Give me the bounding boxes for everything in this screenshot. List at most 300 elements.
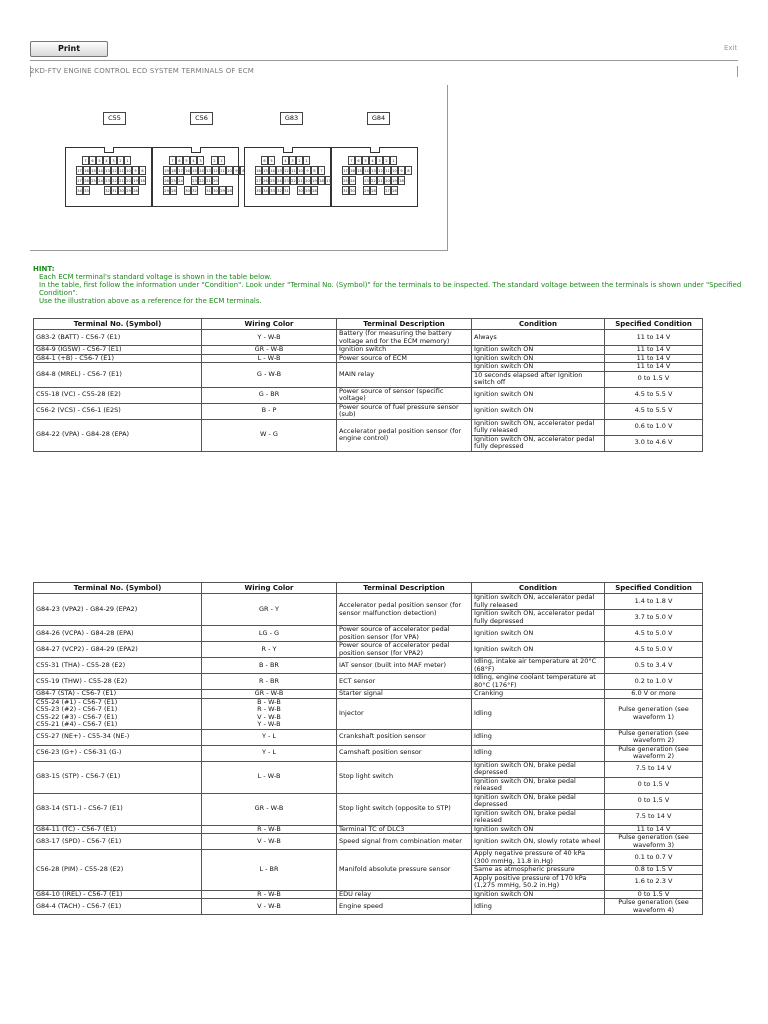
connector-pin: 30 [349,186,356,195]
header-terminal: Terminal No. (Symbol) [34,319,202,330]
connector-pin: 17 [342,166,349,175]
cell-specified-condition: 1.6 to 2.3 V [605,874,703,890]
cell-condition: Apply negative pressure of 40 kPa (300 mmHg, 11.8 in.Hg) [472,850,605,866]
cell-terminal: C55-24 (#1) - C56-7 (E1) C55-23 (#2) - C56-7 (E1) C55-22 (#3) - C56-7 (E1) C55-21 (#4) - C56-7 (E1) [34,698,202,729]
pin-row [163,176,219,185]
terminal-spec-table-1 [33,318,703,452]
cell-condition: Ignition switch ON, brake pedal depressed [472,793,605,809]
cell-condition: Idling [472,745,605,761]
header-description: Terminal Description [337,319,472,330]
connector-pin: 19 [163,166,170,175]
cell-wiring-color: L - W-B [202,354,337,363]
connector-pin: 25 [170,176,177,185]
cell-terminal: C56-2 (VCS) - C56-1 (E2S) [34,403,202,419]
connector-pin: 28 [370,186,377,195]
connector-pin: 31 [283,186,290,195]
connector-pin: 2 [211,156,218,165]
connector-pin: 28 [170,186,177,195]
table-row [34,793,703,809]
pin-row [342,166,412,175]
hint-line: Each ECM terminal's standard voltage is shown in the table below. [39,273,272,281]
connector-pin [204,156,211,165]
table-row [34,761,703,777]
cell-condition: Ignition switch ON, accelerator pedal fully released [472,419,605,435]
header-wiring-color: Wiring Color [202,319,337,330]
connector-pin: 15 [90,166,97,175]
connector-pin: 7 [318,166,325,175]
cell-condition: Cranking [472,690,605,699]
cell-condition: Ignition switch ON, accelerator pedal fully depressed [472,435,605,451]
cell-description: EDU relay [337,890,472,899]
cell-description: Camshaft position sensor [337,745,472,761]
cell-specified-condition: 11 to 14 V [605,346,703,355]
ecm-connector-diagram [30,85,448,251]
cell-specified-condition: 4.5 to 5.5 V [605,387,703,403]
connector-pin: 26 [163,176,170,185]
connector-pin: 35 [255,186,262,195]
cell-condition: Ignition switch ON [472,403,605,419]
print-button[interactable]: Print [30,41,108,57]
table-row [34,745,703,761]
connector-label-g84: G84 [367,112,390,125]
cell-description: Terminal TC of DLC3 [337,825,472,834]
connector-pin: 21 [205,176,212,185]
connector-pin: 11 [219,166,226,175]
connector-pin: 9 [304,166,311,175]
connector-pin: 13 [205,166,212,175]
cell-description: Injector [337,698,472,729]
header-condition: Condition [472,583,605,594]
pin-row [82,156,131,165]
connector-pin: 3 [376,156,383,165]
connector-pin: 22 [290,176,297,185]
table-row [34,387,703,403]
header-divider [30,60,738,61]
cell-wiring-color: B - P [202,403,337,419]
table-row [34,834,703,850]
table-row [34,674,703,690]
cell-specified-condition: 3.7 to 5.0 V [605,610,703,626]
connector-pin: 3 [110,156,117,165]
connector-pin: 16 [349,166,356,175]
cell-description: Starter signal [337,690,472,699]
connector-pin: 34 [262,186,269,195]
connector-pin: 33 [83,186,90,195]
cell-description: MAIN relay [337,363,472,388]
connector-pin: 11 [290,166,297,175]
connector-latch [370,147,380,153]
connector-pin: 15 [262,166,269,175]
cell-specified-condition: 11 to 14 V [605,354,703,363]
table-row [34,658,703,674]
cell-specified-condition: 0 to 1.5 V [605,777,703,793]
connector-pin: 24 [276,176,283,185]
connector-latch [191,147,201,153]
cell-terminal: G84-4 (TACH) - C56-7 (E1) [34,899,202,915]
connector-pin: 18 [139,176,146,185]
connector-pin: 5 [362,156,369,165]
header-specified-condition: Specified Condition [605,319,703,330]
table-row [34,419,703,435]
hint-block [33,265,743,305]
connector-pin: 26 [262,176,269,185]
cell-specified-condition: 0.5 to 3.4 V [605,658,703,674]
cell-wiring-color: GR - W-B [202,690,337,699]
connector-pin: 29 [125,186,132,195]
cell-specified-condition: 4.5 to 5.0 V [605,626,703,642]
table-header-row [34,319,703,330]
connector-pin: 18 [318,176,325,185]
connector-pin: 25 [269,176,276,185]
header-wiring-color: Wiring Color [202,583,337,594]
connector-pin: 10 [391,166,398,175]
connector-label-g83: G83 [280,112,303,125]
cell-specified-condition: Pulse generation (see waveform 2) [605,745,703,761]
cell-description: Stop light switch [337,761,472,793]
connector-pin: 31 [205,186,212,195]
cell-condition: Idling [472,899,605,915]
cell-wiring-color: GR - W-B [202,793,337,825]
cell-specified-condition: 4.5 to 5.5 V [605,403,703,419]
pin-row [261,156,310,165]
connector-pin: 34 [76,186,83,195]
cell-terminal: G83-14 (ST1-) - C56-7 (E1) [34,793,202,825]
cell-terminal: C55-18 (VC) - C55-28 (E2) [34,387,202,403]
connector-pin: 5 [268,156,275,165]
pin-row [163,186,233,195]
cell-description: Stop light switch (opposite to STP) [337,793,472,825]
pin-row [348,156,397,165]
header-description: Terminal Description [337,583,472,594]
table-row [34,890,703,899]
cell-condition: Ignition switch ON, accelerator pedal fully released [472,594,605,610]
connector-pin: 13 [104,166,111,175]
cell-condition: Ignition switch ON [472,626,605,642]
cell-description: Power source of sensor (specific voltage) [337,387,472,403]
connector-pin: 6 [89,156,96,165]
cell-specified-condition: 4.5 to 5.0 V [605,642,703,658]
cell-condition: Ignition switch ON [472,363,605,372]
table-row [34,363,703,372]
connector-pin: 30 [118,186,125,195]
connector-pin: 2 [296,156,303,165]
connector-pin: 4 [103,156,110,165]
connector-pin: 7 [82,156,89,165]
cell-condition: Ignition switch ON, brake pedal released [472,777,605,793]
cell-condition: Same as atmospheric pressure [472,866,605,875]
connector-pin: 23 [363,176,370,185]
connector-pin: 10 [226,166,233,175]
title-right-bar [737,66,738,77]
table-row [34,825,703,834]
connector-pin: 14 [97,166,104,175]
connector-pin: 7 [169,156,176,165]
cell-terminal: G84-7 (STA) - C56-7 (E1) [34,690,202,699]
pin-row [76,186,139,195]
connector-pin: 13 [276,166,283,175]
connector-pin: 31 [342,186,349,195]
connector-label-c55: C55 [103,112,126,125]
cell-description: Power source of accelerator pedal position sensor (for VPA2) [337,642,472,658]
cell-condition: Idling, engine coolant temperature at 80°C (176°F) [472,674,605,690]
connector-pin: 24 [97,176,104,185]
cell-terminal: C55-27 (NE+) - C55-34 (NE-) [34,729,202,745]
connector-pin: 18 [398,176,405,185]
connector-pin: 22 [198,176,205,185]
cell-terminal: G84-22 (VPA) - G84-28 (EPA) [34,419,202,451]
cell-description: Ignition switch [337,346,472,355]
connector-pin: 17 [325,176,332,185]
table-row [34,729,703,745]
connector-pin: 22 [370,176,377,185]
connector-pin: 32 [276,186,283,195]
connector-pin: 13 [370,166,377,175]
cell-terminal: G84-8 (MREL) - C56-7 (E1) [34,363,202,388]
connector-pin: 14 [269,166,276,175]
connector-pin: 16 [83,166,90,175]
connector-pin: 17 [177,166,184,175]
connector-pin: 20 [212,176,219,185]
cell-specified-condition: 0.8 to 1.5 V [605,866,703,875]
connector-pin: 17 [76,166,83,175]
connector-pin: 14 [198,166,205,175]
cell-terminal: G83-17 (SPD) - C56-7 (E1) [34,834,202,850]
table-header-row [34,583,703,594]
table-row [34,850,703,866]
connector-pin: 28 [226,186,233,195]
cell-condition: Ignition switch ON [472,354,605,363]
cell-specified-condition: 0 to 1.5 V [605,793,703,809]
cell-condition: Ignition switch ON [472,825,605,834]
hint-line: Use the illustration above as a reference for the ECM terminals. [39,297,262,305]
connector-pin: 1 [124,156,131,165]
connector-pin: 31 [111,186,118,195]
connector-pin: 26 [391,186,398,195]
pin-row [76,166,146,175]
connector-pin: 4 [369,156,376,165]
connector-pin: 15 [356,166,363,175]
cell-description: Speed signal from combination meter [337,834,472,850]
pin-row [255,166,325,175]
connector-pin: 1 [390,156,397,165]
cell-terminal: G83-2 (BATT) - C56-7 (E1) [34,330,202,346]
cell-wiring-color: G - BR [202,387,337,403]
connector-pin: 16 [255,166,262,175]
cell-specified-condition: 7.5 to 14 V [605,809,703,825]
connector-pin: 8 [311,166,318,175]
cell-specified-condition: 11 to 14 V [605,330,703,346]
cell-wiring-color: B - W-B R - W-B V - W-B Y - W-B [202,698,337,729]
connector-pin: 19 [132,176,139,185]
header-terminal: Terminal No. (Symbol) [34,583,202,594]
cell-wiring-color: Y - L [202,745,337,761]
connector-pin: 19 [391,176,398,185]
cell-terminal: G84-10 (IREL) - C56-7 (E1) [34,890,202,899]
connector-pin: 11 [118,166,125,175]
connector-pin: 27 [76,176,83,185]
cell-condition: Apply positive pressure of 170 kPa (1,275 mmHg, 50.2 in.Hg) [472,874,605,890]
cell-condition: Ignition switch ON, brake pedal released [472,809,605,825]
cell-description: Crankshaft position sensor [337,729,472,745]
cell-description: Power source of fuel pressure sensor (sub) [337,403,472,419]
connector-pin [275,156,282,165]
connector-label-c56: C56 [190,112,213,125]
cell-specified-condition: 0.2 to 1.0 V [605,674,703,690]
cell-specified-condition: Pulse generation (see waveform 2) [605,729,703,745]
cell-wiring-color: GR - Y [202,594,337,626]
cell-description: Power source of accelerator pedal position sensor (for VPA) [337,626,472,642]
cell-condition: Ignition switch ON [472,346,605,355]
table-row [34,690,703,699]
table-row [34,698,703,729]
connector-pin: 4 [282,156,289,165]
cell-wiring-color: LG - G [202,626,337,642]
connector-pin: 21 [377,176,384,185]
pin-row [76,176,146,185]
cell-specified-condition: 6.0 V or more [605,690,703,699]
cell-condition: Idling [472,729,605,745]
pin-row [255,176,332,185]
table-row [34,330,703,346]
connector-pin: 29 [363,186,370,195]
header-condition: Condition [472,319,605,330]
hint-title: HINT: [33,265,55,273]
cell-condition: Ignition switch ON [472,642,605,658]
cell-wiring-color: L - W-B [202,761,337,793]
cell-terminal: C56-23 (G+) - C56-31 (G-) [34,745,202,761]
cell-terminal: G84-26 (VCPA) - G84-28 (EPA) [34,626,202,642]
cell-description: Battery (for measuring the battery voltage and for the ECM memory) [337,330,472,346]
connector-pin: 24 [177,176,184,185]
connector-pin: 7 [348,156,355,165]
connector-pin: 2 [117,156,124,165]
connector-pin: 29 [304,186,311,195]
connector-pin [198,186,205,195]
connector-pin: 27 [384,186,391,195]
cell-wiring-color: Y - W-B [202,330,337,346]
connector-pin: 16 [184,166,191,175]
connector-pin: 5 [96,156,103,165]
hint-line: In the table, first follow the information under "Condition". Look under "Terminal No. (Symbol)" for the terminals to be inspected. The standard voltage between the terminals is shown under "Specified Condition". [39,281,742,297]
cell-wiring-color: B - BR [202,658,337,674]
pin-row [342,176,405,185]
connector-pin: 9 [233,166,240,175]
connector-pin: 29 [163,186,170,195]
cell-wiring-color: V - W-B [202,899,337,915]
cell-description: Manifold absolute pressure sensor [337,850,472,891]
cell-specified-condition: 0 to 1.5 V [605,371,703,387]
connector-pin: 6 [261,156,268,165]
cell-description: Accelerator pedal position sensor (for engine control) [337,419,472,451]
connector-pin: 28 [311,186,318,195]
cell-description: IAT sensor (built into MAF meter) [337,658,472,674]
cell-wiring-color: W - G [202,419,337,451]
connector-pin [290,186,297,195]
cell-description: Engine speed [337,899,472,915]
page-title: 2KD-FTV ENGINE CONTROL ECD SYSTEM TERMINALS OF ECM [30,67,255,75]
cell-terminal: G84-23 (VPA2) - G84-29 (EPA2) [34,594,202,626]
table-row [34,403,703,419]
connector-pin: 3 [197,156,204,165]
cell-condition: Ignition switch ON, accelerator pedal fully depressed [472,610,605,626]
cell-terminal: C56-28 (PIM) - C55-28 (E2) [34,850,202,891]
exit-link[interactable]: Exit [724,44,738,52]
cell-description: Power source of ECM [337,354,472,363]
connector-pin: 32 [191,186,198,195]
connector-pin: 8 [405,166,412,175]
connector-pin: 25 [342,176,349,185]
connector-pin: 15 [191,166,198,175]
connector-pin: 26 [83,176,90,185]
connector-pin: 20 [125,176,132,185]
connector-pin: 1 [303,156,310,165]
cell-specified-condition: 0 to 1.5 V [605,890,703,899]
connector-pin: 11 [384,166,391,175]
cell-specified-condition: 11 to 14 V [605,825,703,834]
cell-terminal: G84-27 (VCP2) - G84-29 (EPA2) [34,642,202,658]
connector-pin [356,186,363,195]
connector-pin: 19 [311,176,318,185]
connector-pin: 23 [283,176,290,185]
cell-terminal: G84-1 (+B) - C56-7 (E1) [34,354,202,363]
cell-condition: Ignition switch ON, slowly rotate wheel [472,834,605,850]
connector-pin: 12 [111,166,118,175]
connector-pin [184,176,191,185]
table-row [34,354,703,363]
connector-pin: 30 [212,186,219,195]
connector-pin: 27 [255,176,262,185]
pin-row [255,186,318,195]
connector-pin: 23 [191,176,198,185]
connector-pin: 12 [283,166,290,175]
connector-latch [283,147,293,153]
terminal-spec-table-2 [33,582,703,915]
cell-condition: Ignition switch ON [472,890,605,899]
connector-pin: 1 [218,156,225,165]
connector-pin: 14 [363,166,370,175]
connector-pin: 21 [118,176,125,185]
cell-terminal: C55-31 (THA) - C55-28 (E2) [34,658,202,674]
cell-description: ECT sensor [337,674,472,690]
connector-pin: 20 [304,176,311,185]
cell-terminal: G84-9 (IGSW) - C56-7 (E1) [34,346,202,355]
connector-pin: 2 [383,156,390,165]
connector-pin: 10 [297,166,304,175]
connector-latch [104,147,114,153]
cell-terminal: G84-11 (TC) - C56-7 (E1) [34,825,202,834]
pin-row [163,166,247,175]
connector-pin: 25 [90,176,97,185]
connector-pin [377,186,384,195]
cell-condition: Idling, intake air temperature at 20°C (68°F) [472,658,605,674]
cell-specified-condition: 1.4 to 1.8 V [605,594,703,610]
connector-pin: 6 [176,156,183,165]
cell-wiring-color: GR - W-B [202,346,337,355]
connector-pin: 3 [289,156,296,165]
connector-pin: 29 [219,186,226,195]
connector-pin [90,186,97,195]
connector-pin: 30 [184,186,191,195]
cell-specified-condition: Pulse generation (see waveform 3) [605,834,703,850]
connector-pin [356,176,363,185]
connector-pin: 9 [132,166,139,175]
connector-pin: 5 [183,156,190,165]
cell-specified-condition: 0.1 to 0.7 V [605,850,703,866]
connector-pin: 10 [125,166,132,175]
cell-wiring-color: Y - L [202,729,337,745]
cell-condition: 10 seconds elapsed after Ignition switch off [472,371,605,387]
connector-pin: 23 [104,176,111,185]
